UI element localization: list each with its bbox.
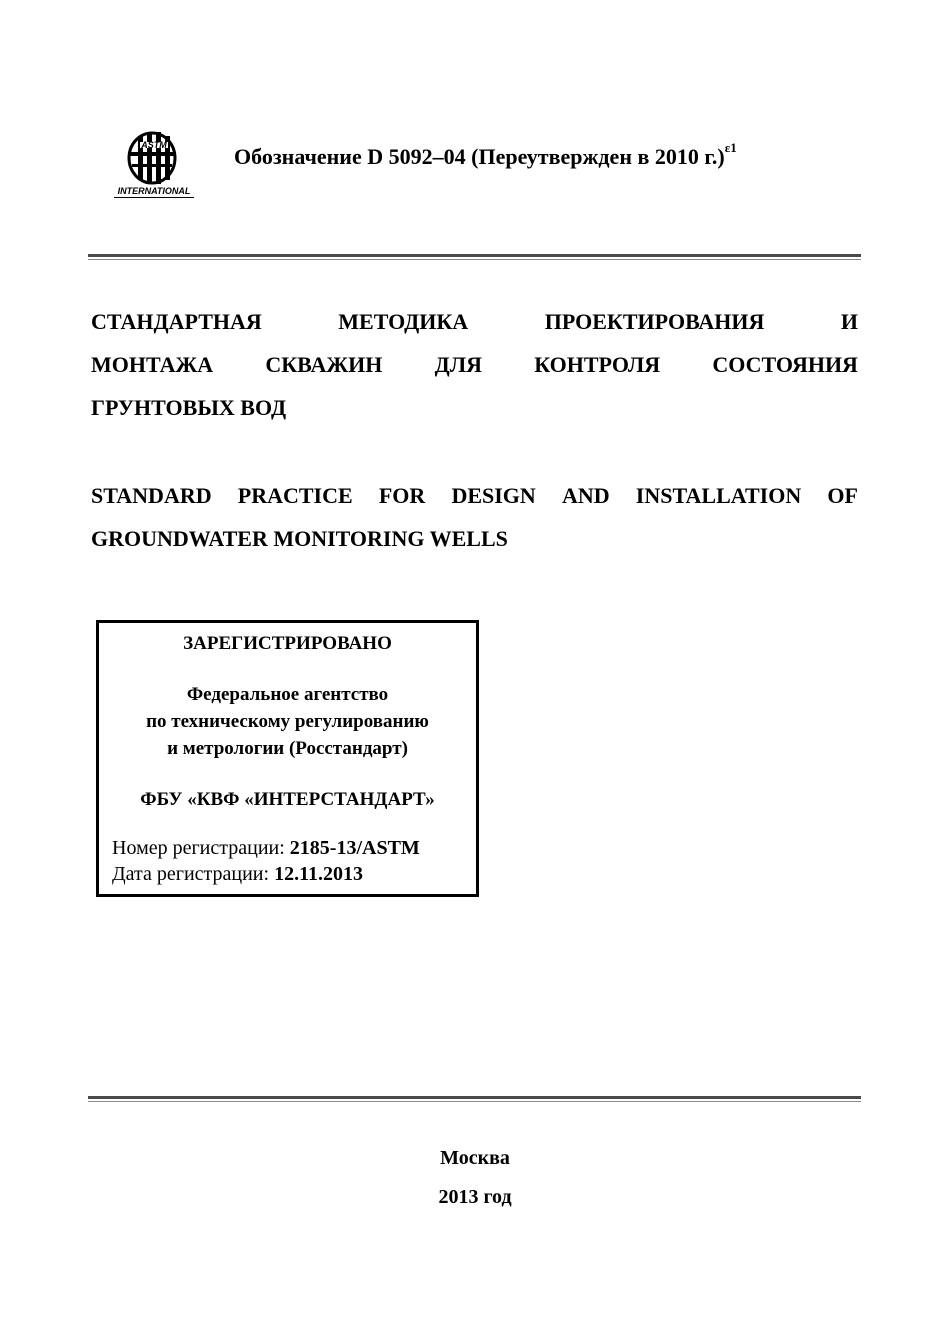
title-russian (91, 300, 858, 429)
registration-date-value: 12.11.2013 (274, 863, 363, 885)
title-en-word: FOR (378, 483, 426, 508)
registration-heading: ЗАРЕГИСТРИРОВАНО (183, 633, 392, 654)
standard-designation (234, 140, 737, 170)
title-english (91, 474, 858, 560)
title-ru-word: МОНТАЖА (91, 352, 214, 377)
publication-city: Москва (440, 1147, 510, 1169)
title-ru-line-3: ГРУНТОВЫХ ВОД (91, 395, 287, 420)
title-ru-word: ПРОЕКТИРОВАНИЯ (544, 309, 765, 334)
title-en-word: INSTALLATION (635, 483, 802, 508)
top-divider (88, 254, 861, 260)
title-en-line-1 (91, 474, 858, 517)
title-en-word: AND (561, 483, 610, 508)
organization-name: ФБУ «КВФ «ИНТЕРСТАНДАРТ» (140, 789, 435, 810)
agency-line-3: и метрологии (Росстандарт) (167, 738, 408, 759)
title-ru-word: И (840, 309, 858, 334)
title-ru-word: СОСТОЯНИЯ (712, 352, 858, 377)
title-en-word: STANDARD (91, 483, 212, 508)
title-ru-line-2 (91, 343, 858, 386)
registration-stamp (96, 620, 479, 897)
bottom-divider (88, 1096, 861, 1102)
astm-international-logo (112, 128, 196, 200)
title-ru-line-1 (91, 300, 858, 343)
designation-text: Обозначение D 5092–04 (Переутвержден в 2010 г.) (234, 144, 725, 169)
title-ru-word: СКВАЖИН (265, 352, 383, 377)
title-en-word: DESIGN (451, 483, 536, 508)
registration-number (112, 837, 420, 860)
title-ru-word: КОНТРОЛЯ (534, 352, 661, 377)
agency-line-1: Федеральное агентство (186, 684, 389, 705)
logo-mark-text: ASTM (141, 140, 167, 150)
publication-year: 2013 год (438, 1186, 512, 1208)
registration-date-label: Дата регистрации: (112, 863, 270, 885)
title-ru-word: МЕТОДИКА (338, 309, 469, 334)
registration-date (112, 863, 363, 886)
agency-line-2: по техническому регулированию (146, 711, 429, 732)
title-ru-word: ДЛЯ (434, 352, 482, 377)
logo-caption: INTERNATIONAL (117, 186, 191, 196)
designation-superscript: ε1 (724, 140, 737, 155)
title-ru-word: СТАНДАРТНАЯ (91, 309, 262, 334)
registration-number-label: Номер регистрации: (112, 837, 285, 859)
title-en-word: OF (827, 483, 858, 508)
title-en-line-2: GROUNDWATER MONITORING WELLS (91, 526, 508, 551)
registration-number-value: 2185-13/ASTM (289, 837, 420, 859)
title-en-word: PRACTICE (237, 483, 353, 508)
